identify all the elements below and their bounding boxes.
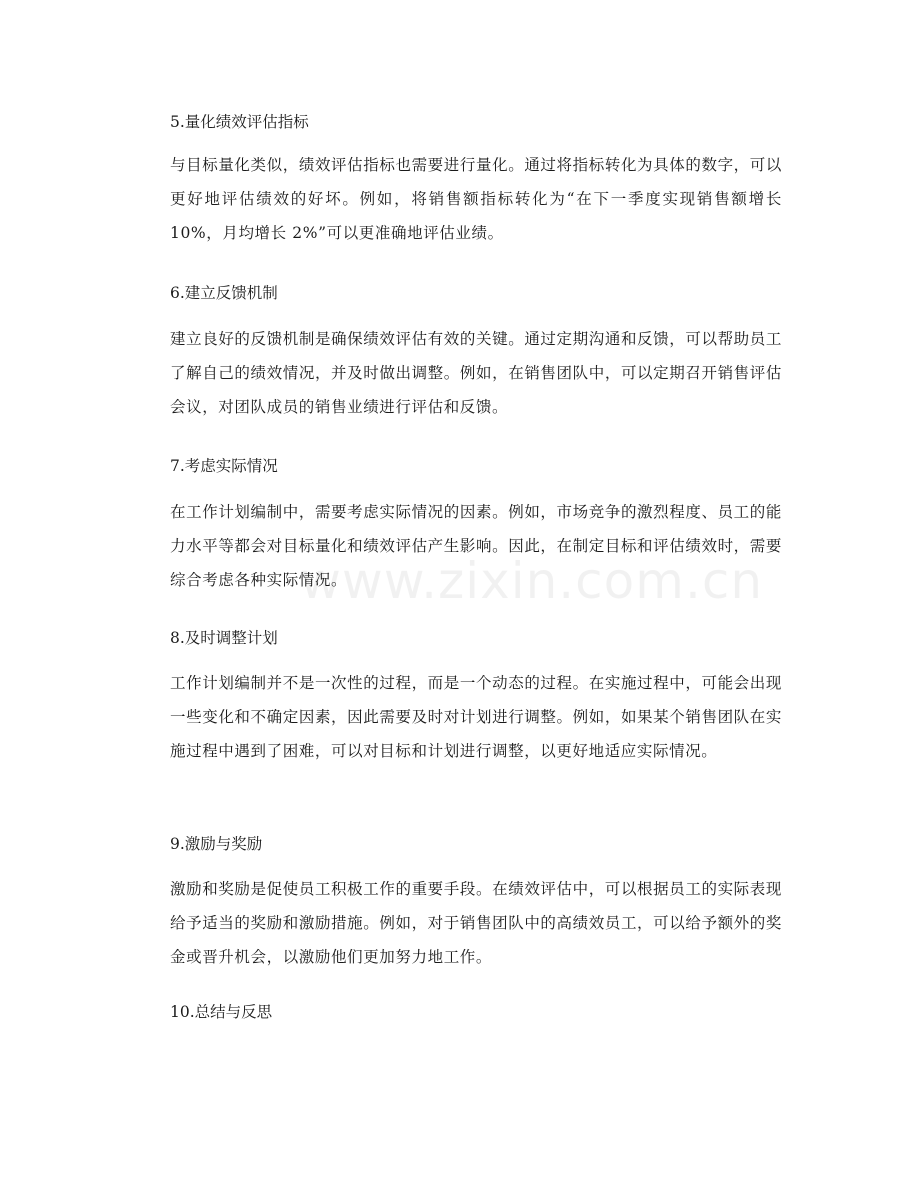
section-heading-10: 10.总结与反思 — [170, 1003, 273, 1021]
section-heading-8: 8.及时调整计划 — [170, 629, 278, 647]
section-heading-6: 6.建立反馈机制 — [170, 284, 278, 302]
watermark: www.zixin.com.cn — [300, 552, 764, 610]
section-heading-5: 5.量化绩效评估指标 — [170, 113, 309, 131]
section-heading-9: 9.激励与奖励 — [170, 835, 263, 853]
section-body-9: 激励和奖励是促使员工积极工作的重要手段。在绩效评估中，可以根据员工的实际表现给予适当的奖励和激励措施。例如，对于销售团队中的高绩效员工，可以给予额外的奖金或晋升机会，以激励他们更加努力地工作。 — [170, 880, 782, 966]
section-body-7: 在工作计划编制中，需要考虑实际情况的因素。例如，市场竞争的激烈程度、员工的能力水平等都会对目标量化和绩效评估产生影响。因此，在制定目标和评估绩效时，需要综合考虑各种实际情况。 — [170, 503, 782, 589]
section-heading-7: 7.考虑实际情况 — [170, 457, 278, 475]
section-body-8: 工作计划编制并不是一次性的过程，而是一个动态的过程。在实施过程中，可能会出现一些变化和不确定因素，因此需要及时对计划进行调整。例如，如果某个销售团队在实施过程中遇到了困难，可以对目标和计划进行调整，以更好地适应实际情况。 — [170, 674, 782, 760]
section-body-6: 建立良好的反馈机制是确保绩效评估有效的关键。通过定期沟通和反馈，可以帮助员工了解自己的绩效情况，并及时做出调整。例如，在销售团队中，可以定期召开销售评估会议，对团队成员的销售业绩进行评估和反馈。 — [170, 330, 782, 416]
section-body-5: 与目标量化类似，绩效评估指标也需要进行量化。通过将指标转化为具体的数字，可以更好地评估绩效的好坏。例如，将销售额指标转化为“在下一季度实现销售额增长 10%，月均增长 2%”可以更准确地评估业绩。 — [170, 156, 782, 242]
